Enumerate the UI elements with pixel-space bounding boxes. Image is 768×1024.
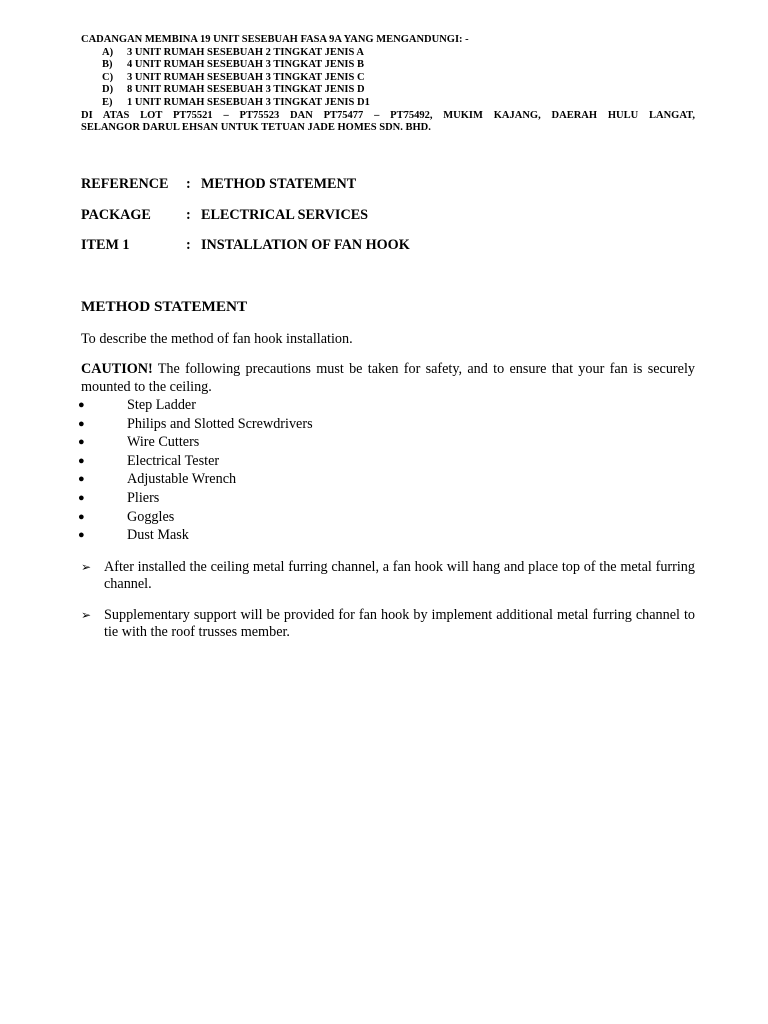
reference-value: METHOD STATEMENT <box>201 176 357 192</box>
unit-item-letter: D) <box>102 84 114 96</box>
unit-item-letter: C) <box>102 71 114 83</box>
tool-name: Philips and Slotted Screwdrivers <box>127 415 313 432</box>
list-item <box>78 508 313 527</box>
arrow-bullet-icon: ➢ <box>81 560 92 574</box>
tool-name: Pliers <box>127 489 160 506</box>
tools-list <box>78 396 313 545</box>
item-row <box>81 236 410 267</box>
bullet-icon: ● <box>78 436 85 449</box>
bullet-icon: ● <box>78 473 85 486</box>
item-colon: : <box>186 237 191 253</box>
list-item <box>81 559 695 594</box>
unit-item-text: 3 UNIT RUMAH SESEBUAH 3 TINGKAT JENIS C <box>127 71 365 83</box>
item-value: INSTALLATION OF FAN HOOK <box>201 237 410 253</box>
caution-label: CAUTION! <box>81 361 153 377</box>
list-item <box>78 415 313 434</box>
unit-item-text: 4 UNIT RUMAH SESEBUAH 3 TINGKAT JENIS B <box>127 59 364 71</box>
bullet-icon: ● <box>78 491 85 504</box>
location-line-2: SELANGOR DARUL EHSAN UNTUK TETUAN JADE HOMES SDN. BHD. <box>81 122 431 134</box>
list-item <box>78 396 313 415</box>
tool-name: Dust Mask <box>127 527 189 544</box>
reference-table <box>81 175 410 267</box>
project-title: CADANGAN MEMBINA 19 UNIT SESEBUAH FASA 9A YANG MENGANDUNGI: - <box>81 34 469 45</box>
unit-item <box>81 47 695 60</box>
unit-item-text: 1 UNIT RUMAH SESEBUAH 3 TINGKAT JENIS D1 <box>127 96 370 108</box>
unit-item <box>81 59 695 72</box>
package-colon: : <box>186 206 191 223</box>
unit-item-letter: E) <box>102 96 113 108</box>
bullet-icon: ● <box>78 529 85 542</box>
reference-label: REFERENCE <box>81 176 169 192</box>
tool-name: Step Ladder <box>127 397 196 413</box>
unit-item-text: 3 UNIT RUMAH SESEBUAH 2 TINGKAT JENIS A <box>127 46 364 58</box>
arrow-bullet-icon: ➢ <box>81 607 92 622</box>
tool-name: Goggles <box>127 508 175 525</box>
unit-item <box>81 97 695 110</box>
method-statement-title: METHOD STATEMENT <box>81 298 248 315</box>
list-item <box>81 607 695 642</box>
package-value: ELECTRICAL SERVICES <box>201 206 369 223</box>
bullet-icon: ● <box>78 399 85 411</box>
tool-name: Adjustable Wrench <box>127 471 237 488</box>
unit-item-letter: B) <box>102 59 113 71</box>
list-item <box>78 526 313 545</box>
unit-item-letter: A) <box>102 46 114 58</box>
unit-item <box>81 84 695 97</box>
bullet-icon: ● <box>78 510 85 523</box>
bullet-icon: ● <box>78 417 85 430</box>
package-row <box>81 206 410 237</box>
bullet-icon: ● <box>78 454 85 467</box>
step-text: After installed the ceiling metal furring channel, a fan hook will hang and place top of the metal furring channel. <box>104 559 695 593</box>
caution-text: The following precautions must be taken for safety, and to ensure that your fan is securely mounted to the ceiling. <box>81 361 695 395</box>
unit-item <box>81 72 695 85</box>
project-header <box>81 34 695 135</box>
package-label: PACKAGE <box>81 206 151 223</box>
steps-list <box>81 559 695 655</box>
item-label: ITEM 1 <box>81 237 130 253</box>
reference-colon: : <box>186 176 191 192</box>
tool-name: Electrical Tester <box>127 452 220 469</box>
list-item <box>78 452 313 471</box>
reference-row <box>81 175 410 206</box>
unit-item-text: 8 UNIT RUMAH SESEBUAH 3 TINGKAT JENIS D <box>127 84 365 96</box>
location-line-1: DI ATAS LOT PT75521 – PT75523 DAN PT75477 – PT75492, MUKIM KAJANG, DAERAH HULU LANGAT, <box>81 109 695 121</box>
caution-paragraph <box>81 361 695 396</box>
list-item <box>78 489 313 508</box>
step-text: Supplementary support will be provided for fan hook by implement additional metal furring channel to tie with the roof trusses member. <box>104 606 695 641</box>
intro-paragraph: To describe the method of fan hook installation. <box>81 331 353 347</box>
list-item <box>78 470 313 489</box>
tool-name: Wire Cutters <box>127 434 200 451</box>
list-item <box>78 433 313 452</box>
